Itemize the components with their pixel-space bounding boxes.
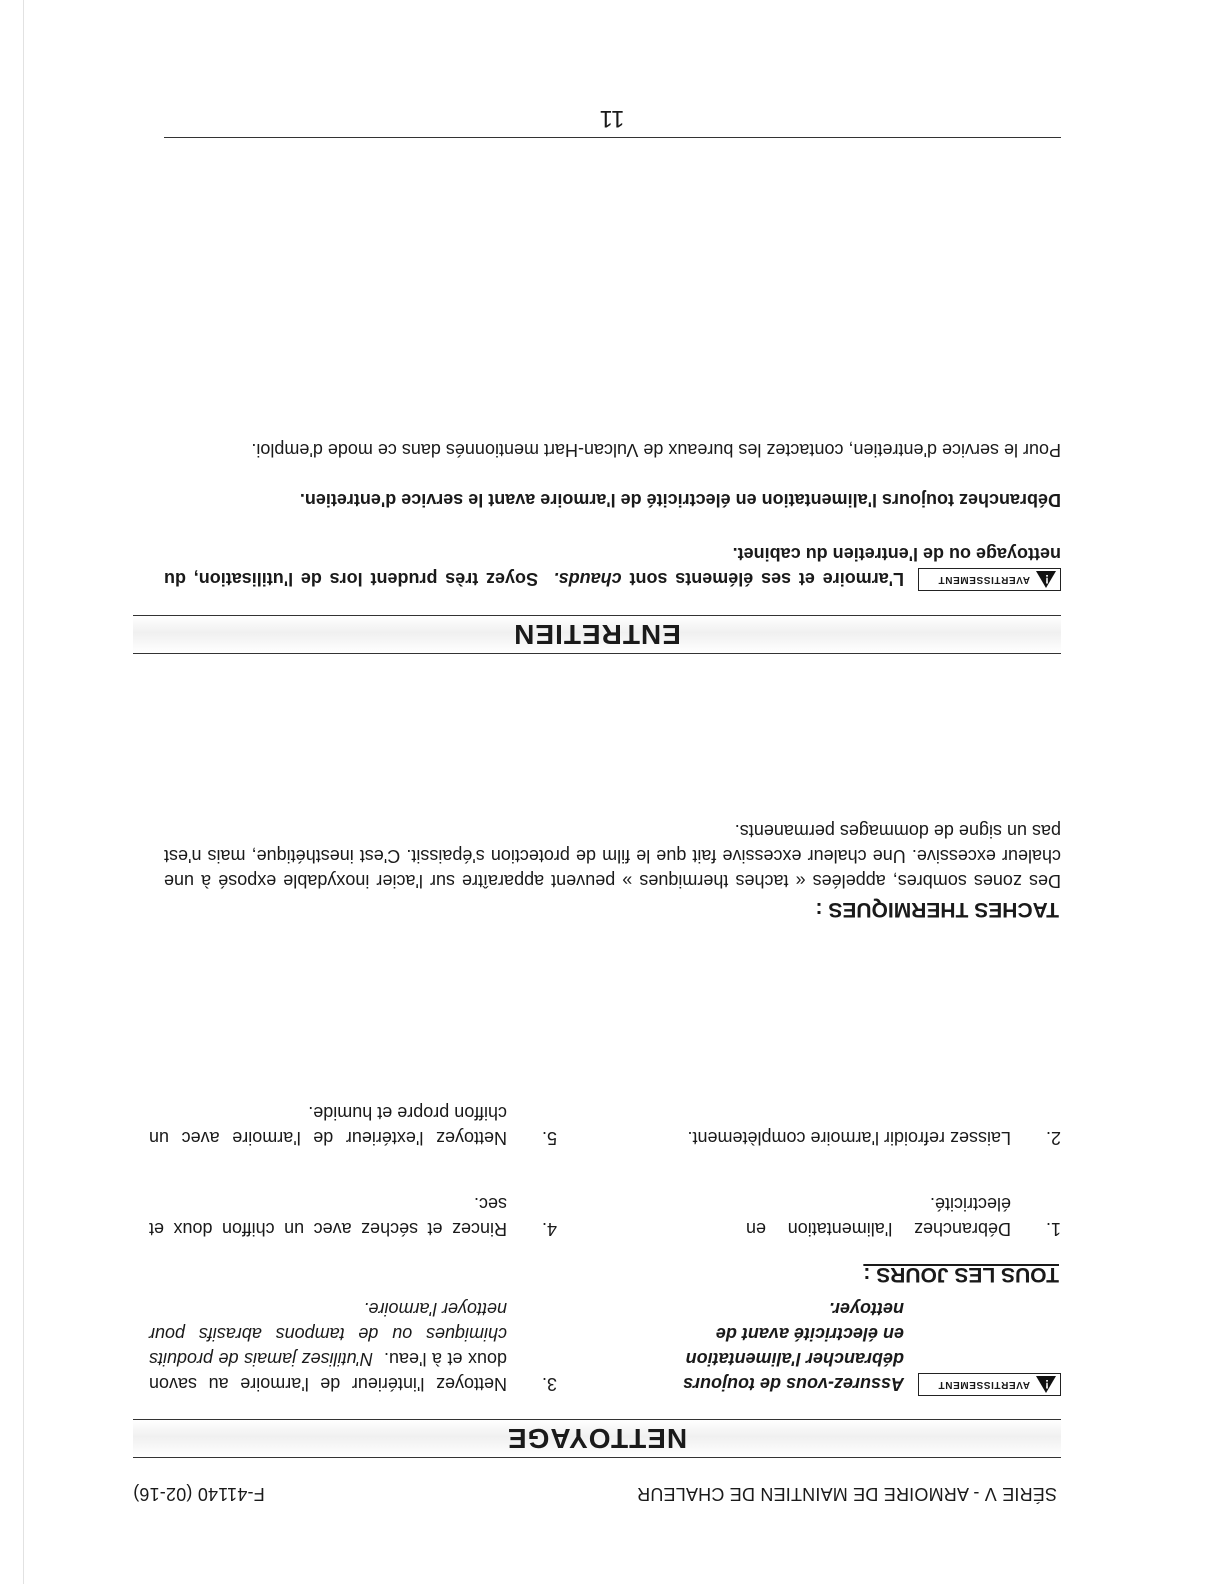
warning-badge-label: AVERTISSEMENT — [937, 574, 1030, 585]
service-paragraph: Pour le service d'entretien, contactez les bureaux de Vulcan-Hart mentionnés dans ce mode d'emploi. — [251, 440, 1061, 460]
cleaning-warning-text: Assurez-vous de toujours débrancher l'alimentation en électricité avant de nettoyer. — [682, 1299, 904, 1394]
section-title-entretien: ENTRETIEN — [133, 615, 1061, 654]
maintenance-warning — [164, 541, 1061, 591]
scanned-page: SÉRIE V - ARMOIRE DE MAINTIEN DE CHALEUR F-41140 (02-16) NETTOYAGE ! AVERTISSEMENT Assurez-vous de toujours débrancher l'alimentation en électricité avant de nettoyer. TOUS LES JOURS : 1. Débranchez l'alimentation en électricité. 2. Laissez refroidir l'armoire complètement. 3. Nettoyez l'intérieur de l'armoire au savon doux et à l'eau. N'utilisez jamais de produits chimiques ou de tampons abrasifs pour nettoyer l'armoire. 4. Rincez et séchez avec un chiffon doux et sec. 5. Nettoyez l'extérieur de l'armoire avec un chiffon propre et humide. TACHES THERMIQUES : Des zones sombres, appelées « taches thermiques » peuvent apparaître sur l'acier inoxydable exposé à une chaleur excessive. Une chaleur excessive fait que le film de protection s'épaissit. C'est inesthétique, mais n'est pas un signe de dommages permanents. ENTRETIEN ! AVERTISSEMENT L'armoire et ses éléments sont chauds. Soyez très prudent lors de l'utilisation, du nettoyage ou de l'entretien du cabinet. Débranchez toujours l'alimentation en électricité de l'armoire avant le service d'entretien. Pour le service d'entretien, contactez les bureaux de Vulcan-Hart mentionnés dans ce mode d'emploi. 11 — [0, 0, 1224, 1584]
page-number: 11 — [599, 105, 625, 132]
warning-triangle-icon — [1036, 571, 1056, 588]
thermal-paragraph: Des zones sombres, appelées « taches thermiques » peuvent apparaître sur l'acier inoxydable exposé à une chaleur excessive. Une chaleur excessive fait que le film de protection s'épaissit. C'est inesthétique, mais n'est pas un signe de dommages permanents. — [164, 821, 1061, 891]
warning-badge-label: AVERTISSEMENT — [937, 1379, 1030, 1390]
daily-heading: TOUS LES JOURS : — [863, 1263, 1059, 1286]
warning-badge — [918, 1373, 1061, 1396]
unplug-notice: Débranchez toujours l'alimentation en électricité de l'armoire avant le service d'entretien. — [299, 490, 1061, 510]
section-title-nettoyage: NETTOYAGE — [133, 1419, 1061, 1458]
cleaning-warning — [671, 1296, 1061, 1396]
maintenance-warning-text: L'armoire et ses éléments sont chauds. Soyez très prudent lors de l'utilisation, du nettoyage ou de l'entretien du cabinet. — [164, 544, 1061, 589]
thermal-heading: TACHES THERMIQUES : — [815, 898, 1059, 921]
footer-rule — [164, 137, 1061, 138]
warning-badge — [918, 568, 1061, 591]
header-title: SÉRIE V - ARMOIRE DE MAINTIEN DE CHALEUR — [636, 1484, 1057, 1504]
warning-triangle-icon — [1036, 1376, 1056, 1393]
doc-number: F-41140 (02-16) — [133, 1484, 265, 1504]
